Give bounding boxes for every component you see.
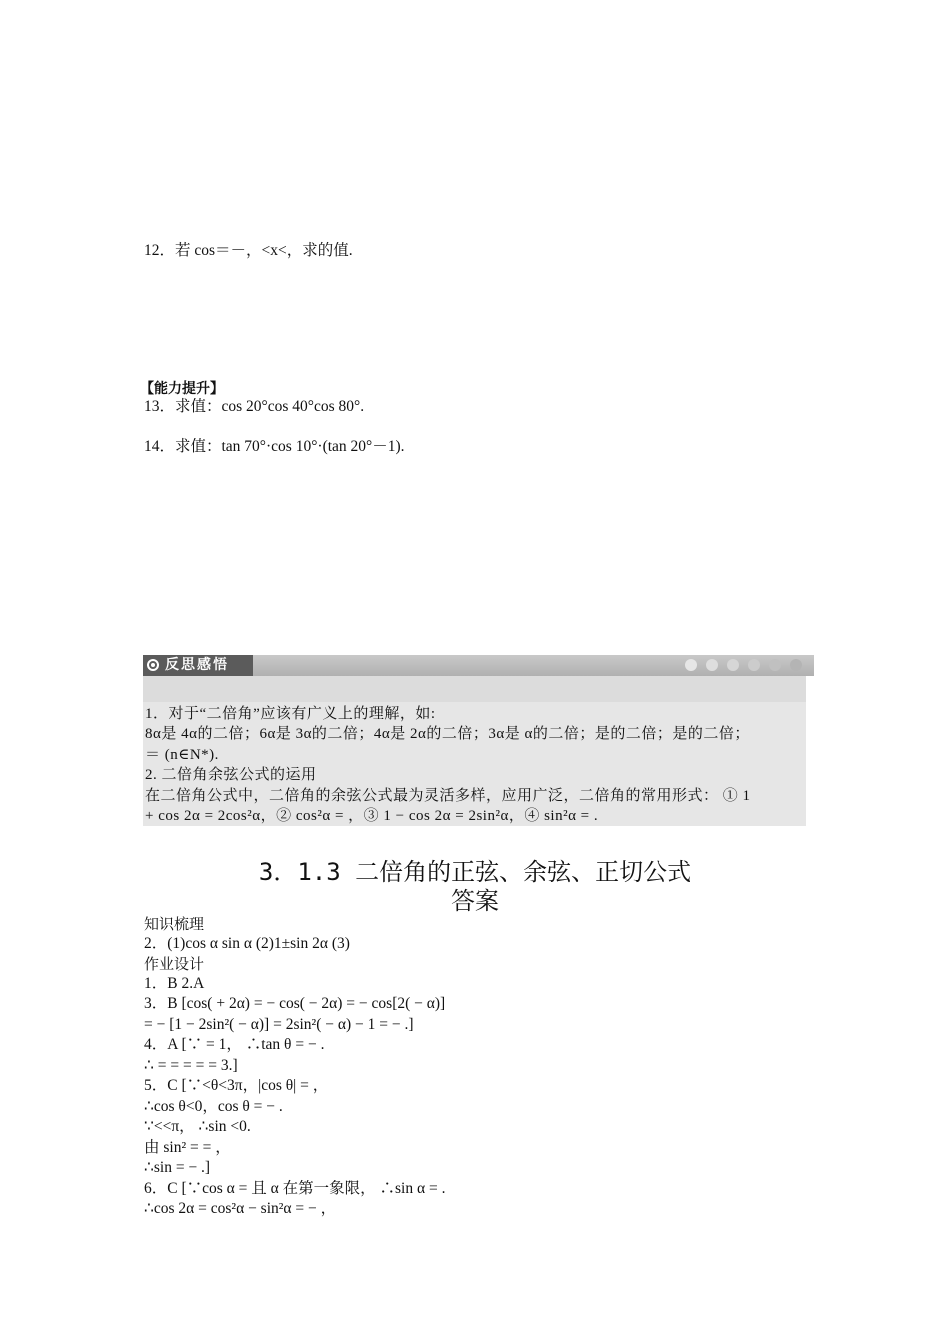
question-12: 12．若 cos＝－，<x<，求的值. [144,242,353,259]
target-circle-icon [147,659,159,671]
answer-line: 4．A [∵ = 1， ∴tan θ = − . [144,1036,325,1053]
dot-icon [706,659,718,671]
dot-icon [748,659,760,671]
knowledge-answer: 2．(1)cos α sin α (2)1±sin 2α (3) [144,935,350,952]
answer-line: ∴sin = − .] [144,1159,211,1176]
reflection-line: 1．对于“二倍角”应该有广义上的理解，如: [145,706,436,722]
answer-line: 1．B 2.A [144,975,205,992]
answer-line: 5．C [∵<θ<3π，|cos θ| = ， [144,1077,329,1094]
panel-edge [806,676,814,826]
banner-dots [685,659,802,671]
dot-icon [769,659,781,671]
dot-icon [685,659,697,671]
answer-line: ∴ = = = = = 3.] [144,1057,238,1074]
reflection-line: 在二倍角公式中，二倍角的余弦公式最为灵活多样，应用广泛，二倍角的常用形式： ① 1 [145,788,751,804]
reflection-banner [143,655,814,676]
reflection-line: 2. 二倍角余弦公式的运用 [145,767,317,783]
knowledge-heading: 知识梳理 [144,915,205,933]
answer-line: ∴cos 2α = cos²α − sin²α = − ， [144,1200,337,1217]
answer-line: = − [1 − 2sin²( − α)] = 2sin²( − α) − 1 = − .] [144,1016,414,1033]
reflection-line: + cos 2α = 2cos²α，② cos²α = ，③ 1 − cos 2α = 2sin²α，④ sin²α = . [145,808,599,824]
reflection-line: 8α是 4α的二倍；6α是 3α的二倍；4α是 2α的二倍；3α是 α的二倍；是的二倍；是的二倍； [145,726,750,742]
answer-title: 答案 [451,887,499,915]
dot-icon [790,659,802,671]
ability-heading: 【能力提升】 [140,381,224,397]
answer-line: ∵<<π， ∴sin <0. [144,1118,251,1135]
question-14: 14．求值：tan 70°·cos 10°·(tan 20°－1). [144,438,405,455]
answer-line: 3．B [cos( + 2α) = − cos( − 2α) = − cos[2( − α)] [144,995,446,1012]
answer-line: ∴cos θ<0，cos θ = − . [144,1098,283,1115]
answer-line: 6．C [∵cos α = 且 α 在第一象限， ∴sin α = . [144,1180,446,1197]
answer-line: 由 sin² = = ， [144,1139,231,1156]
dot-icon [727,659,739,671]
reflection-line: ＝ (n∈N*). [145,747,219,763]
reflection-tab [143,655,253,676]
homework-heading: 作业设计 [144,955,205,973]
panel-strip [143,676,814,702]
section-title: 3．1.3 二倍角的正弦、余弦、正切公式 [258,858,692,886]
question-13: 13．求值：cos 20°cos 40°cos 80°. [144,398,365,415]
reflection-title: 反思感悟 [165,657,229,673]
